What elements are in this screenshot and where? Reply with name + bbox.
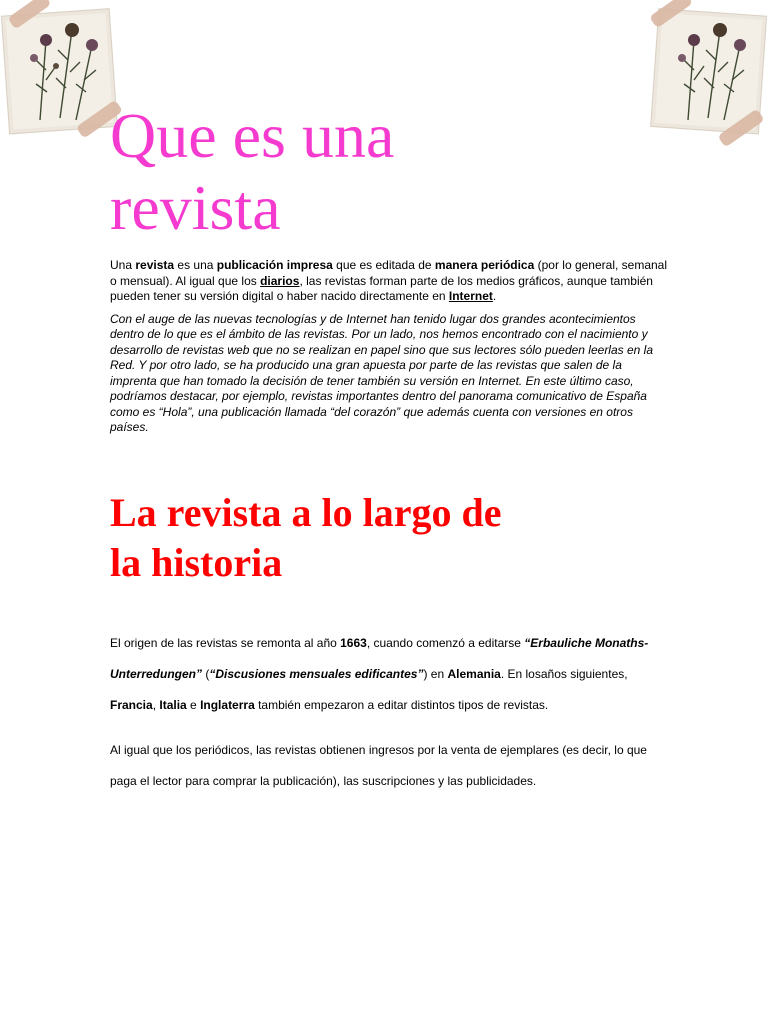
intro-bold-manera: manera periódica xyxy=(434,258,535,272)
intro-text: (por lo general, semanal o mensual). Al igual que los xyxy=(110,258,668,288)
history-francia: Francia xyxy=(110,697,153,712)
intro-paragraph xyxy=(110,258,670,305)
history-alemania: Alemania xyxy=(447,666,501,681)
history-text: , xyxy=(152,697,160,712)
history-text: ( xyxy=(202,666,210,681)
heading-line-2: la historia xyxy=(110,539,283,585)
document-body xyxy=(110,100,670,797)
intro-text: Una xyxy=(110,258,136,272)
intro-text: , las revistas forman parte de los medios gráficos, aunque también pueden tener su versión digital o haber nacido directamente en xyxy=(110,273,653,303)
page-title xyxy=(110,100,670,244)
section-heading xyxy=(110,488,670,588)
intro-bold-revista: revista xyxy=(135,258,175,272)
history-title-german: “Erbauliche Monaths-Unterredungen” xyxy=(110,635,649,681)
history-text: El origen de las revistas se remonta al año xyxy=(110,635,341,650)
intro-text: . xyxy=(492,289,497,303)
intro-bold-publicacion: publicación impresa xyxy=(216,258,333,272)
history-year: 1663 xyxy=(340,635,367,650)
history-italia: Italia xyxy=(159,697,187,712)
history-inglaterra: Inglaterra xyxy=(200,697,255,712)
history-text: también empezaron a editar distintos tipos de revistas. xyxy=(254,697,549,712)
paragraph-tecnologias: Con el auge de las nuevas tecnologías y de Internet han tenido lugar dos grandes acontecimientos dentro de lo que es el ámbito de las revistas. Por un lado, nos hemos encontrado con el nacimiento y desarrollo de revistas web que no se realizan en papel sino que sus lectores sólo pueden leerlas en la Red. Y por otro lado, se ha producido una gran apuesta por parte de las revistas que salen de la imprenta que han tomado la decisión de tener también su versión en Internet. En este último caso, podríamos destacar, por ejemplo, revistas importantes dentro del panorama comunicativo de España como es “Hola”, una publicación llamada “del corazón” que además cuenta con versiones en otros países. xyxy=(110,311,654,434)
title-line-2: revista xyxy=(110,172,281,243)
heading-line-1: La revista a lo largo de xyxy=(110,489,502,535)
internet-link[interactable]: Internet xyxy=(448,289,493,303)
diarios-link[interactable]: diarios xyxy=(260,273,300,288)
ingresos-paragraph: Al igual que los periódicos, las revistas obtienen ingresos por la venta de ejemplares (es decir, lo que paga el lector para comprar la publicación), las suscripciones y las publicidades. xyxy=(110,742,647,788)
history-title-spanish: “Discusiones mensuales edificantes” xyxy=(209,666,424,681)
intro-text: que es editada de xyxy=(332,258,435,272)
title-line-1: Que es una xyxy=(110,100,395,171)
intro-text: es una xyxy=(174,258,217,272)
history-text: ) en xyxy=(423,666,448,681)
history-text: e xyxy=(186,697,201,712)
history-text: , cuando comenzó a editarse xyxy=(366,635,525,650)
history-text: . En losaños siguientes, xyxy=(500,666,628,681)
pressed-flowers-icon xyxy=(0,0,128,160)
history-paragraph xyxy=(110,628,670,721)
